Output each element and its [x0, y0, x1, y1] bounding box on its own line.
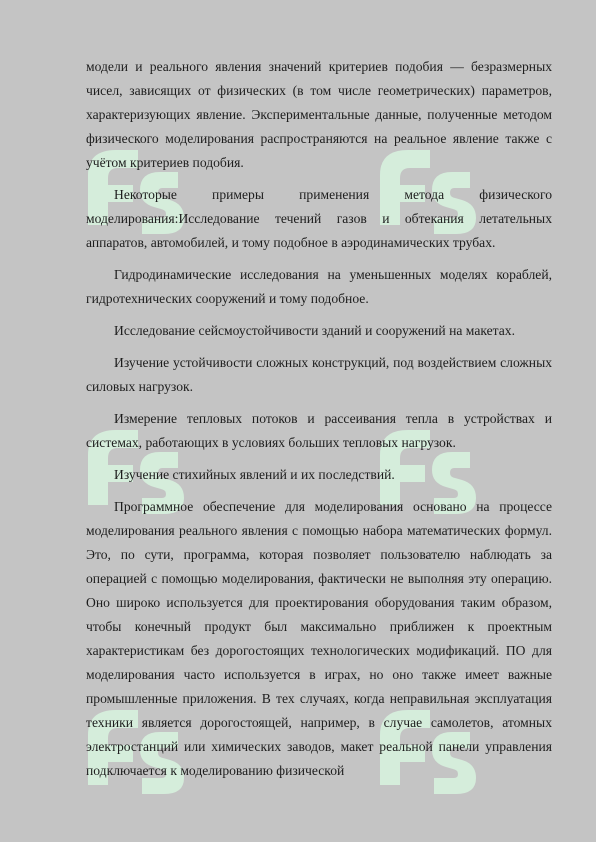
paragraph: Программное обеспечение для моделирования основано на процессе моделирования реального явления с помощью набора математических формул. Это, по сути, программа, которая позволяет пользователю наблюдать за операцией с помощью моделирования, фактически не выполняя эту операцию. Оно широко используется для проектирования оборудования таким образом, чтобы конечный продукт был максимально приближен к проектным характеристикам без дорогостоящих технологических модификаций. ПО для моделирования часто используется в играх, но оно также имеет важные промышленные приложения. В тех случаях, когда неправильная эксплуатация техники является дорогостоящей, например, в случае самолетов, атомных электростанций или химических заводов, макет реальной панели управления подключается к моделированию физической: [86, 499, 552, 778]
body-text: [86, 55, 552, 791]
paragraph: Измерение тепловых потоков и рассеивания тепла в устройствах и системах, работающих в условиях больших тепловых нагрузок.: [86, 411, 552, 450]
paragraph: Изучение устойчивости сложных конструкций, под воздействием сложных силовых нагрузок.: [86, 355, 552, 394]
paragraph: Исследование сейсмоустойчивости зданий и сооружений на макетах.: [114, 323, 515, 338]
paragraph: Некоторые примеры применения метода физического моделирования:Исследование течений газов и обтекания летательных аппаратов, автомобилей, и тому подобное в аэродинамических трубах.: [86, 187, 552, 250]
paragraph: модели и реального явления значений критериев подобия — безразмерных чисел, зависящих от физических (в том числе геометрических) параметров, характеризующих явление. Экспериментальные данные, полученные методом физического моделирования распространяются на реальное явление также с учётом критериев подобия.: [86, 59, 552, 170]
paragraph: Изучение стихийных явлений и их последствий.: [114, 467, 395, 482]
paragraph: Гидродинамические исследования на уменьшенных моделях кораблей, гидротехнических сооружений и тому подобное.: [86, 267, 552, 306]
